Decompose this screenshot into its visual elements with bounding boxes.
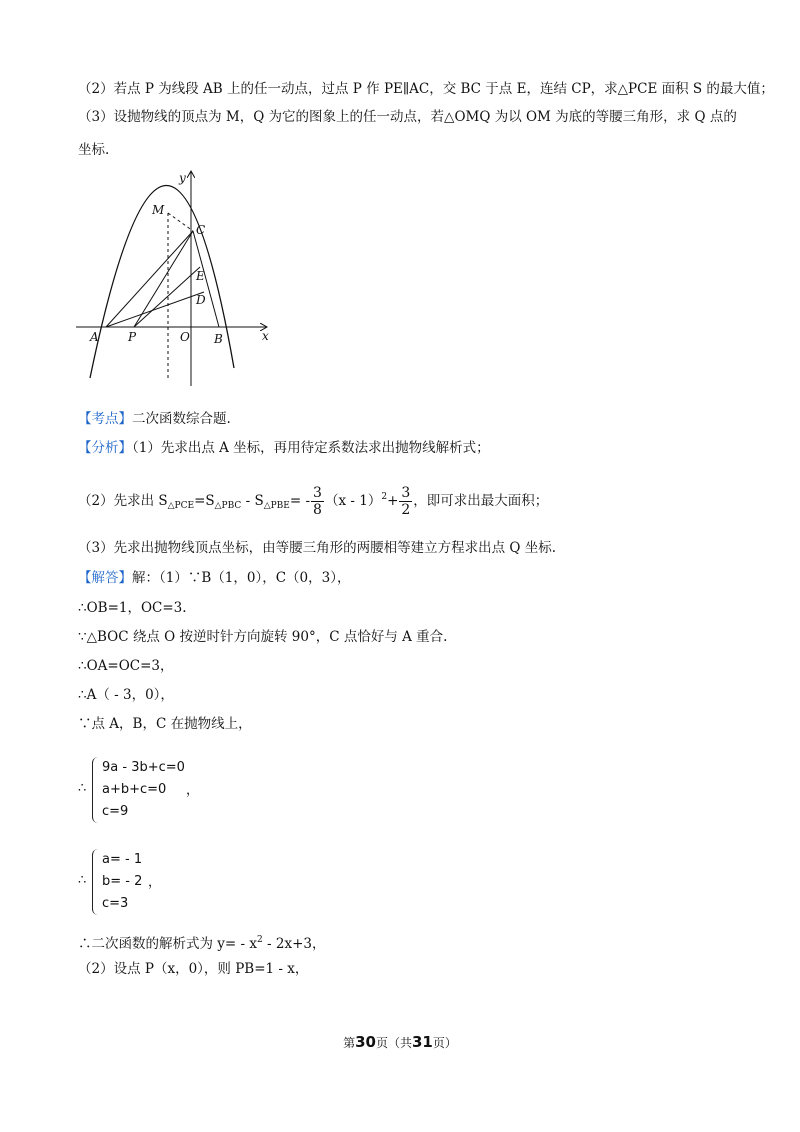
therefore-1: ∴ — [78, 781, 87, 796]
system1-eq1: 9a - 3b+c=0 — [102, 760, 185, 775]
footer-pre: 第 — [343, 1036, 356, 1050]
fenxi-tag: 【分析】 — [78, 440, 132, 456]
brace-1 — [92, 757, 99, 823]
jieda-line-3: ∵△BOC 绕点 O 按逆时针方向旋转 90°，C 点恰好与 A 重合. — [78, 629, 448, 645]
label-d: D — [196, 293, 206, 307]
jieda-line-7 — [78, 930, 325, 954]
mc-dashed — [168, 213, 193, 231]
page-footer — [0, 1033, 800, 1051]
label-p: P — [128, 330, 137, 344]
kaodian-text: 二次函数综合题. — [132, 411, 231, 427]
jieda-tag: 【解答】 — [78, 570, 132, 586]
expr-sup: 2 — [257, 935, 263, 945]
jieda-line-5: ∴A（ - 3，0）， — [78, 687, 174, 703]
label-e: E — [196, 269, 205, 283]
segment-pc — [134, 231, 193, 327]
kaodian-tag: 【考点】 — [78, 411, 132, 427]
brace-2 — [92, 849, 99, 915]
fraction-3-2 — [399, 485, 412, 518]
frac1-den: 8 — [313, 502, 322, 518]
footer-post: 页） — [432, 1036, 457, 1050]
fenxi-line-3: （3）先求出抛物线顶点坐标，由等腰三角形的两腰相等建立方程求出点 Q 坐标. — [78, 540, 557, 556]
question-2: （2）若点 P 为线段 AB 上的任一动点，过点 P 作 PE∥AC，交 BC 于点 E，连结 CP，求△PCE 面积 S 的最大值； — [78, 81, 774, 97]
jieda-line-2: ∴OB=1，OC=3. — [78, 600, 187, 616]
sub-pce: △PCE — [167, 501, 195, 511]
jieda-line-6: ∵点 A，B，C 在抛物线上， — [78, 716, 252, 732]
label-a: A — [90, 330, 99, 344]
system2-eq2: b= - 2 — [102, 874, 143, 889]
equation-system-1 — [78, 757, 218, 825]
fenxi-line2-pre: （2）先求出 S — [78, 493, 168, 509]
fraction-3-8 — [311, 485, 324, 518]
therefore-2: ∴ — [78, 873, 87, 888]
system2-eq1: a= - 1 — [102, 852, 143, 867]
frac1-num: 3 — [313, 485, 322, 501]
minus: - S — [241, 493, 264, 509]
x-minus-1: （x - 1） — [324, 493, 382, 509]
fenxi-text-1: （1）先求出点 A 坐标，再用待定系数法求出抛物线解析式； — [132, 440, 490, 456]
label-m: M — [152, 203, 165, 217]
fenxi-line-2 — [78, 480, 548, 523]
expr-post: - 2x+3， — [262, 936, 326, 952]
label-c: C — [196, 223, 206, 237]
total-pages: 31 — [412, 1033, 433, 1051]
fenxi-line2-post: ，即可求出最大面积； — [413, 493, 549, 509]
page-number: 30 — [355, 1033, 376, 1051]
kaodian-line — [78, 409, 231, 429]
equation-system-2 — [78, 849, 198, 917]
jieda-line-4: ∴OA=OC=3， — [78, 658, 174, 674]
sub-pbc: △PBC — [214, 501, 242, 511]
jieda-line-8: （2）设点 P（x，0），则 PB=1 - x， — [78, 961, 309, 977]
frac2-num: 3 — [401, 485, 411, 501]
label-o: O — [180, 330, 190, 344]
jieda-line-1 — [78, 568, 350, 588]
system1-eq3: c=9 — [102, 804, 129, 819]
label-b: B — [214, 332, 223, 346]
system1-comma: ， — [186, 783, 200, 798]
label-x: x — [262, 329, 269, 343]
system1-eq2: a+b+c=0 — [102, 782, 167, 797]
expr-pre: ∴二次函数的解析式为 y= - x — [78, 936, 257, 952]
eq2: = - — [289, 493, 311, 509]
footer-mid: 页（共 — [375, 1036, 412, 1050]
plus: + — [387, 493, 399, 509]
system2-comma: ， — [148, 875, 162, 890]
question-3-line-2: 坐标. — [78, 142, 110, 158]
question-3-line-1: （3）设抛物线的顶点为 M，Q 为它的图象上的任一动点，若△OMQ 为以 OM 为底的等腰三角形，求 Q 点的 — [78, 109, 737, 125]
label-y: y — [179, 171, 186, 185]
segment-ad — [106, 292, 204, 327]
jieda-text-1: 解：（1）∵B（1，0），C（0，3）， — [132, 570, 351, 586]
eq1: =S — [194, 493, 215, 509]
parabola-figure — [76, 168, 276, 392]
fenxi-line-1 — [78, 438, 490, 458]
system2-eq3: c=3 — [102, 896, 129, 911]
square-sup: 2 — [381, 492, 388, 502]
frac2-den: 2 — [401, 502, 411, 518]
sub-pbe: △PBE — [263, 501, 290, 511]
